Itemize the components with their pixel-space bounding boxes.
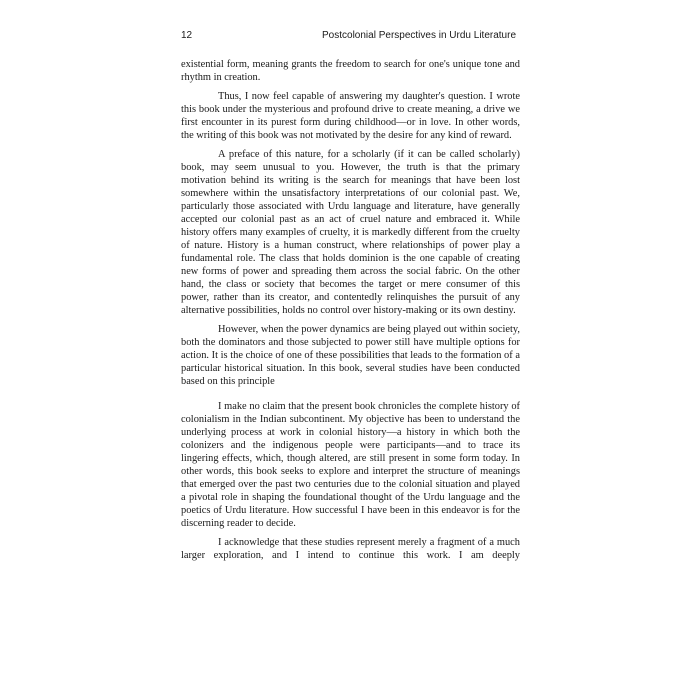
paragraph: existential form, meaning grants the freedom to search for one's unique tone and rhythm in creation. [181,59,520,83]
paragraph: I make no claim that the present book chronicles the complete history of colonialism in the Indian subcontinent. My objective has been to understand the underlying process at work in colonial history—a history in which both the colonizers and the indigenous people were participants—and to trace its lingering effects, which, though altered, are still present in some form today. In other words, this book seeks to explore and interpret the structure of meanings that emerged over the past two centuries due to the colonial situation and played a pivotal role in shaping the foundational thought of the Urdu language and the poetics of Urdu literature. How successful I have been in this endeavor is for the discerning reader to decide. [181,401,520,529]
paragraph: However, when the power dynamics are being played out within society, both the dominators and those subjected to power still have multiple options for action. It is the choice of one of these possibilities that leads to the formation of a particular historical situation. In this book, several studies have been conducted based on this principle [181,324,520,387]
paragraph: A preface of this nature, for a scholarly (if it can be called scholarly) book, may seem unusual to you. However, the truth is that the primary motivation behind its writing is the search for meanings that have been lost somewhere within the unsatisfactory interpretations of our colonial past. We, particularly those associated with Urdu language and literature, have generally accepted our colonial past as an act of cruel nature and embraced it. While history offers many examples of cruelty, it is markedly different from the cruelty of nature. History is a human construct, where relationships of power play a fundamental role. The class that holds dominion is the one capable of creating new forms of power and spreading them across the social fabric. On the other hand, the class or society that becomes the target or mere consumer of this power, rather than its creator, and contentedly relinquishes the pursuit of any alternative possibilities, holds no control over history-making or its own destiny. [181,149,520,316]
running-header [181,30,520,44]
running-title: Postcolonial Perspectives in Urdu Literature [322,30,516,41]
page-number: 12 [181,30,193,41]
paragraph: I acknowledge that these studies represent merely a fragment of a much larger exploration, and I intend to continue this work. I am deeply [181,537,520,561]
page-body [181,58,520,568]
paragraph: Thus, I now feel capable of answering my daughter's question. I wrote this book under the mysterious and profound drive to create meaning, a drive we first encounter in its purest form during childhood—or in love. In other words, the writing of this book was not motivated by the desire for any kind of reward. [181,91,520,141]
